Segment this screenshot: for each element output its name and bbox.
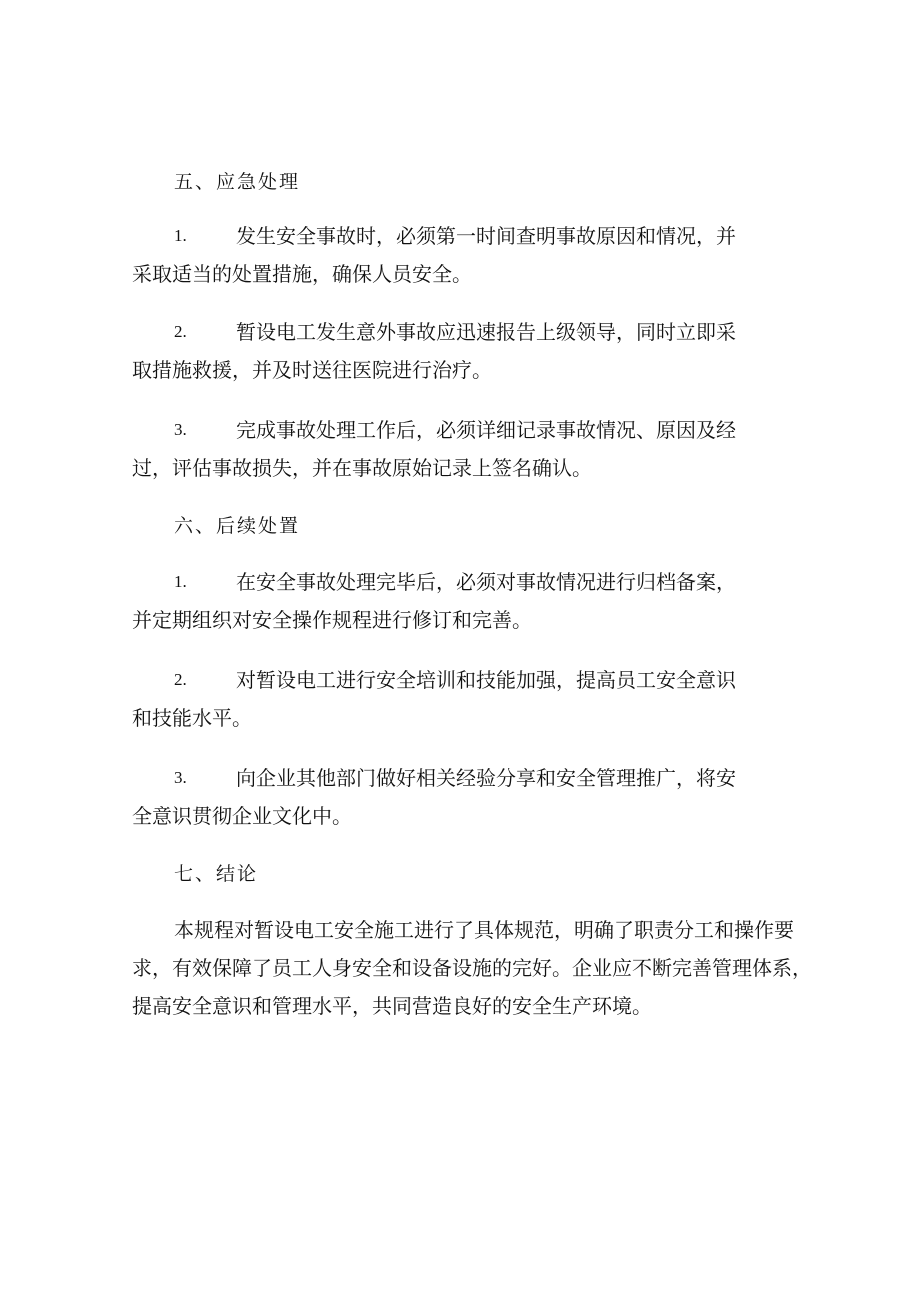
item-text-line: 采取适当的处置措施，确保人员安全。	[132, 262, 472, 286]
item-text-line: 和技能水平。	[132, 706, 252, 730]
item-text-line: 暂设电工发生意外事故应迅速报告上级领导，同时立即采	[236, 320, 736, 344]
list-item	[132, 570, 752, 632]
section-heading-follow-up: 六、后续处置	[174, 515, 301, 537]
list-item	[132, 668, 752, 730]
item-number: 1.	[174, 226, 187, 245]
paragraph-line: 本规程对暂设电工安全施工进行了具体规范，明确了职责分工和操作要	[174, 918, 794, 942]
item-text-line: 完成事故处理工作后，必须详细记录事故情况、原因及经	[236, 418, 736, 442]
item-text-line: 过，评估事故损失，并在事故原始记录上签名确认。	[132, 456, 592, 480]
item-text-line: 向企业其他部门做好相关经验分享和安全管理推广，将安	[236, 766, 736, 790]
item-number: 1.	[174, 572, 187, 591]
section-heading-emergency: 五、应急处理	[174, 171, 301, 193]
list-item	[132, 224, 752, 286]
section-heading-conclusion: 七、结论	[174, 863, 259, 885]
paragraph-line: 提高安全意识和管理水平，共同营造良好的安全生产环境。	[132, 994, 652, 1018]
item-number: 2.	[174, 670, 187, 689]
item-text-line: 在安全事故处理完毕后，必须对事故情况进行归档备案，	[236, 570, 736, 594]
item-text-line: 并定期组织对安全操作规程进行修订和完善。	[132, 608, 532, 632]
paragraph-line: 求，有效保障了员工人身安全和设备设施的完好。企业应不断完善管理体系，	[132, 956, 812, 980]
conclusion-paragraph	[132, 918, 812, 1032]
item-number: 3.	[174, 420, 187, 439]
item-text-line: 发生安全事故时，必须第一时间查明事故原因和情况，并	[236, 224, 736, 248]
list-item	[132, 320, 752, 382]
item-text-line: 取措施救援，并及时送往医院进行治疗。	[132, 358, 492, 382]
list-item	[132, 766, 752, 828]
list-item	[132, 418, 752, 480]
item-text-line: 全意识贯彻企业文化中。	[132, 804, 352, 828]
item-number: 2.	[174, 322, 187, 341]
item-text-line: 对暂设电工进行安全培训和技能加强，提高员工安全意识	[236, 668, 736, 692]
item-number: 3.	[174, 768, 187, 787]
